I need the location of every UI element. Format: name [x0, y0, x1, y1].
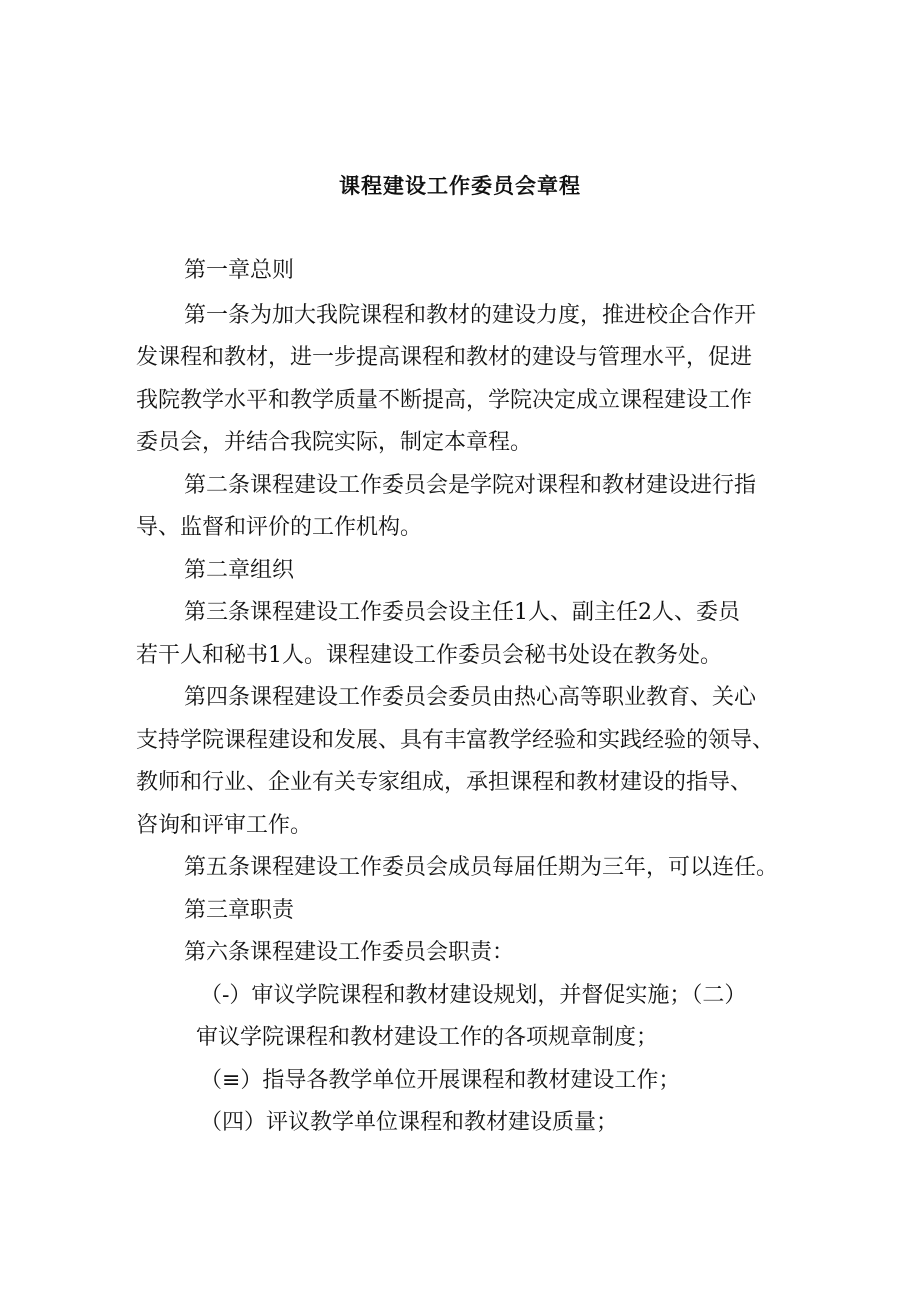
article-line: 发课程和教材，进一步提高课程和教材的建设与管理水平，促进 — [136, 345, 753, 370]
duty-item: （-）审议学院课程和教材建设规划，并督促实施；（二） — [200, 983, 747, 1008]
article-line: 支持学院课程建设和发展、具有丰富教学经验和实践经验的领导、 — [136, 728, 775, 753]
chapter-heading-organization: 第二章组织 — [184, 558, 295, 583]
article-line: 第四条课程建设工作委员会委员由热心高等职业教育、关心 — [184, 685, 757, 710]
chapter-heading-general: 第一章总则 — [184, 258, 295, 283]
article-line: 委员会，并结合我院实际，制定本章程。 — [136, 430, 533, 455]
article-line: 若干人和秘书1人。课程建设工作委员会秘书处设在教务处。 — [136, 643, 722, 668]
duty-item: （≡）指导各教学单位开展课程和教材建设工作； — [200, 1068, 681, 1093]
article-line: 第二条课程建设工作委员会是学院对课程和教材建设进行指 — [184, 473, 757, 498]
article-line: 咨询和评审工作。 — [136, 813, 313, 838]
document-title: 课程建设工作委员会章程 — [339, 174, 581, 198]
duty-item: （四）评议教学单位课程和教材建设质量； — [200, 1110, 619, 1135]
chapter-heading-duties: 第三章职责 — [184, 898, 295, 923]
article-line: 我院教学水平和教学质量不断提高，学院决定成立课程建设工作 — [136, 388, 753, 413]
article-line: 第五条课程建设工作委员会成员每届任期为三年，可以连任。 — [184, 855, 779, 880]
article-line: 导、监督和评价的工作机构。 — [136, 515, 423, 540]
article-line: 第六条课程建设工作委员会职责： — [184, 940, 515, 965]
duty-item: 审议学院课程和教材建设工作的各项规章制度； — [196, 1025, 659, 1050]
article-line: 教师和行业、企业有关专家组成，承担课程和教材建设的指导、 — [136, 770, 753, 795]
article-line: 第三条课程建设工作委员会设主任1人、副主任2人、委员 — [184, 600, 740, 625]
article-line: 第一条为加大我院课程和教材的建设力度，推进校企合作开 — [184, 303, 757, 328]
